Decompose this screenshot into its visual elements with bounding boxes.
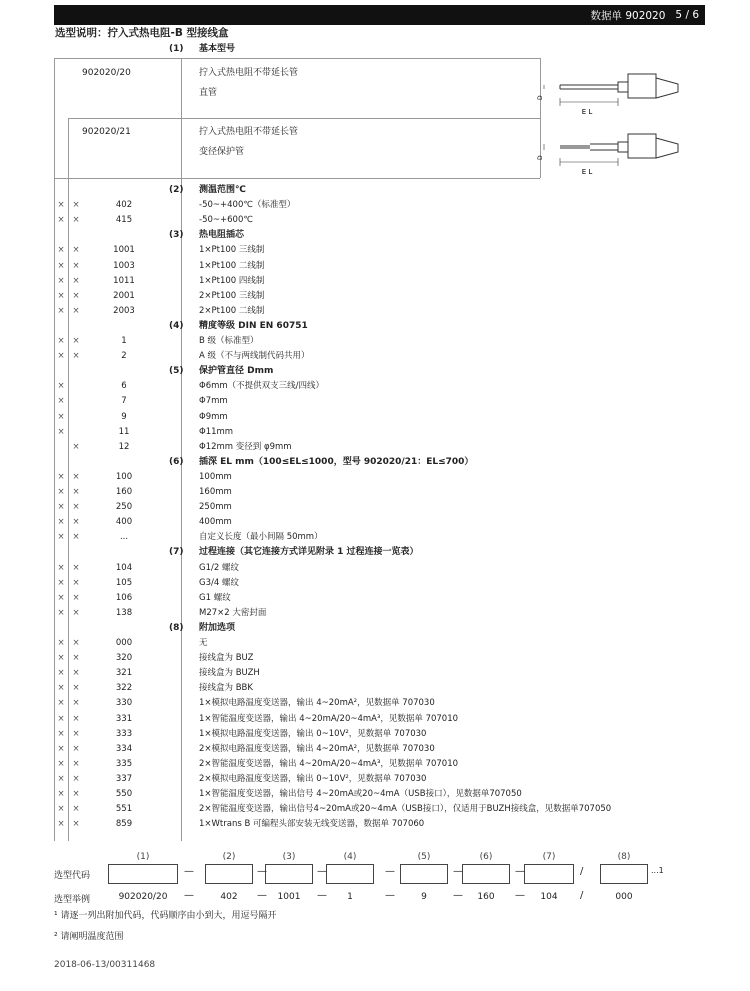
order-separator: — (515, 866, 525, 877)
option-description: 2×智能温度变送器，输出信号4~20mA或20~4mA（USB接口），仅适用于BUZH接线盒，见数据单707050 (199, 804, 612, 815)
option-row (54, 243, 694, 258)
option-row (54, 561, 694, 576)
order-example-separator: — (317, 890, 327, 901)
option-row (54, 651, 694, 666)
model-20-mark: × (57, 653, 65, 664)
option-code: 333 (115, 728, 133, 739)
option-row (54, 817, 694, 832)
model-20-mark: × (57, 532, 65, 543)
model-21-mark: × (72, 245, 80, 256)
model-20-mark: × (57, 336, 65, 346)
option-row (54, 410, 694, 425)
order-separator: — (385, 866, 395, 877)
order-position-number: (1) (136, 852, 150, 862)
model-20-mark: × (57, 713, 65, 724)
option-description: G3/4 螺纹 (199, 577, 239, 588)
order-separator: — (317, 866, 327, 877)
option-code: 402 (115, 200, 133, 211)
model-20-mark: × (57, 396, 65, 407)
option-row (54, 274, 694, 289)
option-row (54, 802, 694, 817)
option-code: 415 (115, 215, 133, 226)
model-20-mark: × (57, 698, 65, 709)
option-row (54, 727, 694, 742)
model-20-mark: × (57, 290, 65, 301)
option-code: 000 (115, 638, 133, 648)
order-example-separator: / (580, 890, 584, 901)
option-description: 无 (199, 638, 208, 648)
option-row (54, 379, 694, 394)
model-20-mark: × (57, 638, 65, 648)
option-description: M27×2 大密封面 (199, 607, 267, 618)
order-position-number: (8) (617, 852, 631, 862)
footer-date: 2018-06-13/00311468 (54, 960, 156, 970)
model-21-mark: × (72, 200, 80, 211)
model-21-mark: × (72, 562, 80, 573)
option-description: 接线盒为 BUZH (199, 668, 260, 679)
model-20-mark: × (57, 743, 65, 754)
option-description: 1×智能温度变送器，输出信号 4~20mA或20~4mA（USB接口），见数据单707050 (199, 789, 522, 799)
option-row (54, 696, 694, 711)
footnote-1: ¹ 请逐一列出附加代码，代码顺序由小到大，用逗号隔开 (54, 911, 277, 921)
option-row (54, 213, 694, 228)
section-number: (6) (169, 456, 184, 467)
model-21-mark: × (72, 668, 80, 679)
section-header (54, 183, 654, 198)
order-position-number: (2) (222, 852, 236, 862)
option-description: Φ12mm 变径到 φ9mm (199, 441, 292, 452)
option-row (54, 425, 694, 440)
option-code: 138 (115, 607, 133, 618)
model-20-mark: × (57, 260, 65, 271)
option-code: 859 (115, 819, 133, 830)
model-21-mark: × (72, 441, 80, 452)
model-20-mark: × (57, 789, 65, 799)
el-label: E L (581, 108, 593, 116)
option-description: 2×Pt100 三线制 (199, 290, 265, 301)
option-code: 1011 (113, 275, 135, 286)
model-code: 902020/20 (82, 68, 131, 78)
option-description: 1×Pt100 四线制 (199, 275, 265, 286)
model-20-mark: × (57, 381, 65, 392)
model-20-mark: × (57, 215, 65, 226)
order-example-value: 902020/20 (118, 892, 168, 902)
order-position-number: (4) (343, 852, 357, 862)
option-code: 1 (121, 336, 127, 346)
order-separator: — (257, 866, 267, 877)
model-21-mark: × (72, 290, 80, 301)
model-21-mark: × (72, 471, 80, 482)
section-title: 精度等级 DIN EN 60751 (199, 320, 308, 331)
table-row-line (68, 118, 540, 119)
model-20-mark: × (57, 245, 65, 256)
option-row (54, 349, 694, 364)
model-21-mark: × (72, 275, 80, 286)
order-example-separator: — (257, 890, 267, 901)
order-position-number: (5) (417, 852, 431, 862)
model-20-mark: × (57, 275, 65, 286)
option-description: Φ6mm（不提供双支三线/四线） (199, 381, 325, 392)
order-example-separator: — (385, 890, 395, 901)
model-line1: 拧入式热电阻不带延长管 (199, 68, 299, 78)
model-21-mark: × (72, 789, 80, 799)
model-20-mark: × (57, 773, 65, 784)
option-description: 160mm (199, 487, 232, 497)
model-20-mark: × (57, 728, 65, 739)
order-footnote-mark: ...1 (651, 866, 664, 875)
model-line2: 直管 (199, 88, 218, 98)
order-example-value: 104 (540, 892, 558, 902)
order-code-label: 选型代码 (54, 871, 91, 881)
option-row (54, 666, 694, 681)
option-code: 2001 (113, 290, 135, 301)
option-row (54, 440, 694, 455)
order-example-value: 1 (347, 892, 353, 902)
option-row (54, 681, 694, 696)
option-code: 2003 (113, 305, 135, 316)
order-code-box[interactable] (326, 864, 374, 884)
option-row (54, 576, 694, 591)
option-code: 105 (115, 577, 133, 588)
option-description: Φ11mm (199, 426, 234, 437)
section-header-basic (54, 42, 454, 57)
section-title: 保护管直径 Dmm (199, 366, 274, 377)
model-20-mark: × (57, 758, 65, 769)
order-position-number: (3) (282, 852, 296, 862)
model-21-mark: × (72, 698, 80, 709)
option-code: 6 (121, 381, 127, 392)
option-code: 321 (115, 668, 133, 679)
model-21-mark: × (72, 607, 80, 618)
order-example-value: 402 (220, 892, 238, 902)
option-description: 2×模拟电路温度变送器，输出 0~10V²，见数据单 707030 (199, 773, 427, 784)
model-20-mark: × (57, 668, 65, 679)
reduced-tube-drawing (530, 122, 695, 182)
option-code: 9 (121, 411, 127, 422)
model-21-mark: × (72, 336, 80, 346)
model-21-mark: × (72, 487, 80, 497)
section-header (54, 364, 654, 379)
option-description: 1×Wtrans B 可编程头部安装无线变送器，数据单 707060 (199, 819, 425, 830)
option-row (54, 591, 694, 606)
order-example-separator: — (453, 890, 463, 901)
option-row (54, 259, 694, 274)
d-label: D (537, 95, 544, 100)
option-description: A 级（不与两线制代码共用） (199, 351, 310, 362)
option-code: 11 (118, 426, 130, 437)
model-21-mark: × (72, 215, 80, 226)
option-code: 400 (115, 517, 133, 528)
terminal-head (628, 74, 656, 98)
model-21-mark: × (72, 532, 80, 543)
model-20-mark: × (57, 607, 65, 618)
option-code: 334 (115, 743, 133, 754)
option-description: B 级（标准型） (199, 336, 259, 346)
option-description: 1×模拟电路温度变送器，输出 0~10V²，见数据单 707030 (199, 728, 427, 739)
order-code-box[interactable] (600, 864, 648, 884)
order-code-box[interactable] (462, 864, 510, 884)
order-separator: — (184, 866, 194, 877)
model-21-mark: × (72, 653, 80, 664)
option-code: 100 (115, 471, 133, 482)
option-row (54, 289, 694, 304)
section-title: 过程连接（其它连接方式详见附录 1 过程连接一览表） (199, 547, 419, 558)
order-example-label: 选型举例 (54, 895, 91, 905)
option-code: 7 (121, 396, 127, 407)
section-number: (1) (169, 44, 184, 54)
option-code: 160 (115, 487, 133, 497)
model-21-mark: × (72, 819, 80, 830)
section-number: (5) (169, 366, 184, 377)
option-description: 2×Pt100 二线制 (199, 305, 265, 316)
option-code: 1001 (113, 245, 135, 256)
model-21-mark: × (72, 351, 80, 362)
option-code: 2 (121, 351, 127, 362)
model-20-mark: × (57, 683, 65, 694)
order-code-box[interactable] (205, 864, 253, 884)
section-title: 插深 EL mm（100≤EL≤1000，型号 902020/21：EL≤700） (199, 456, 474, 467)
d-label: D (537, 155, 544, 160)
option-row (54, 712, 694, 727)
option-row (54, 772, 694, 787)
model-21-mark: × (72, 683, 80, 694)
model-line2: 变径保护管 (199, 147, 245, 157)
model-20-mark: × (57, 517, 65, 528)
model-20-mark: × (57, 562, 65, 573)
section-title: 附加选项 (199, 622, 236, 633)
section-number: (8) (169, 622, 184, 633)
order-example-value: 1001 (277, 892, 301, 902)
order-example-separator: — (515, 890, 525, 901)
option-description: Φ9mm (199, 411, 228, 422)
order-code-box[interactable] (400, 864, 448, 884)
model-20-mark: × (57, 351, 65, 362)
option-description: 100mm (199, 471, 232, 482)
option-code: 12 (118, 441, 130, 452)
model-20-mark: × (57, 426, 65, 437)
option-code: 335 (115, 758, 133, 769)
model-21-mark: × (72, 638, 80, 648)
model-21-mark: × (72, 577, 80, 588)
model-21-mark: × (72, 743, 80, 754)
model-20-mark: × (57, 471, 65, 482)
option-description: 1×模拟电路温度变送器，输出 4~20mA²，见数据单 707030 (199, 698, 435, 709)
option-row (54, 636, 694, 651)
option-code: 330 (115, 698, 133, 709)
doc-number: 数据单 902020 (590, 9, 666, 22)
option-description: 1×Pt100 三线制 (199, 245, 265, 256)
option-row (54, 470, 694, 485)
order-example-value: 160 (477, 892, 495, 902)
model-20-mark: × (57, 592, 65, 603)
option-description: 1×智能温度变送器，输出 4~20mA/20~4mA³，见数据单 707010 (199, 713, 459, 724)
section-header (54, 621, 654, 636)
option-description: 接线盒为 BUZ (199, 653, 254, 664)
section-number: (7) (169, 547, 184, 558)
model-20-mark: × (57, 819, 65, 830)
section-number: (4) (169, 320, 184, 331)
option-code: ... (119, 532, 129, 543)
model-line1: 拧入式热电阻不带延长管 (199, 127, 299, 137)
option-description: -50~+400℃（标准型） (199, 200, 296, 211)
order-position-number: (6) (479, 852, 493, 862)
option-code: 104 (115, 562, 133, 573)
option-description: Φ7mm (199, 396, 228, 407)
option-code: 1003 (113, 260, 135, 271)
footnote-2: ² 请阐明温度范围 (54, 932, 124, 942)
option-description: 1×Pt100 二线制 (199, 260, 265, 271)
option-description: 400mm (199, 517, 232, 528)
option-code: 331 (115, 713, 133, 724)
table-row-line (54, 58, 540, 59)
section-title: 基本型号 (199, 44, 236, 54)
option-description: 2×智能温度变送器，输出 4~20mA/20~4mA³，见数据单 707010 (199, 758, 459, 769)
model-21-mark: × (72, 305, 80, 316)
option-code: 337 (115, 773, 133, 784)
option-row (54, 606, 694, 621)
option-code: 322 (115, 683, 133, 694)
option-description: 接线盒为 BBK (199, 683, 253, 694)
el-label: E L (581, 168, 593, 176)
section-header (54, 455, 654, 470)
order-example-separator: — (184, 890, 194, 901)
straight-tube-drawing (530, 62, 695, 122)
option-row (54, 198, 694, 213)
order-separator: — (453, 866, 463, 877)
model-21-mark: × (72, 592, 80, 603)
option-row (54, 757, 694, 772)
section-header (54, 319, 654, 334)
order-separator: / (580, 866, 584, 877)
model-21-mark: × (72, 260, 80, 271)
section-title: 热电阻插芯 (199, 230, 245, 241)
order-code-box[interactable] (108, 864, 178, 884)
terminal-head (628, 134, 656, 158)
option-code: 106 (115, 592, 133, 603)
model-20-mark: × (57, 305, 65, 316)
model-20-mark: × (57, 411, 65, 422)
model-21-mark: × (72, 728, 80, 739)
option-code: 551 (115, 804, 133, 815)
option-row (54, 394, 694, 409)
option-row (54, 530, 694, 545)
option-row (54, 515, 694, 530)
model-code: 902020/21 (82, 127, 131, 137)
option-description: G1 螺纹 (199, 592, 231, 603)
order-example-value: 000 (615, 892, 633, 902)
option-row (54, 485, 694, 500)
model-20-mark: × (57, 577, 65, 588)
model-21-mark: × (72, 773, 80, 784)
table-row-line (54, 178, 540, 179)
model-20-mark: × (57, 502, 65, 513)
model-20-mark: × (57, 487, 65, 497)
option-code: 550 (115, 789, 133, 799)
order-code-box[interactable] (265, 864, 313, 884)
option-code: 250 (115, 502, 133, 513)
model-21-mark: × (72, 804, 80, 815)
header-bar (54, 5, 705, 25)
option-code: 320 (115, 653, 133, 664)
option-description: 250mm (199, 502, 232, 513)
option-row (54, 304, 694, 319)
section-header (54, 228, 654, 243)
option-description: 2×模拟电路温度变送器，输出 4~20mA²，见数据单 707030 (199, 743, 435, 754)
order-code-box[interactable] (524, 864, 574, 884)
order-position-number: (7) (542, 852, 556, 862)
model-21-mark: × (72, 502, 80, 513)
model-21-mark: × (72, 713, 80, 724)
option-row (54, 742, 694, 757)
section-number: (3) (169, 230, 184, 241)
section-header (54, 545, 654, 560)
option-row (54, 787, 694, 802)
page-number: 5 / 6 (675, 9, 699, 21)
option-description: G1/2 螺纹 (199, 562, 239, 573)
page-title: 选型说明：拧入式热电阻-B 型接线盒 (55, 27, 229, 39)
model-21-mark: × (72, 517, 80, 528)
option-row (54, 334, 694, 349)
model-20-mark: × (57, 804, 65, 815)
option-row (54, 500, 694, 515)
option-description: 自定义长度（最小间隔 50mm） (199, 532, 323, 543)
section-number: (2) (169, 185, 184, 195)
section-title: 测温范围℃ (199, 185, 246, 195)
model-21-mark: × (72, 758, 80, 769)
option-description: -50~+600℃ (199, 215, 253, 226)
order-example-value: 9 (421, 892, 427, 902)
model-20-mark: × (57, 200, 65, 211)
